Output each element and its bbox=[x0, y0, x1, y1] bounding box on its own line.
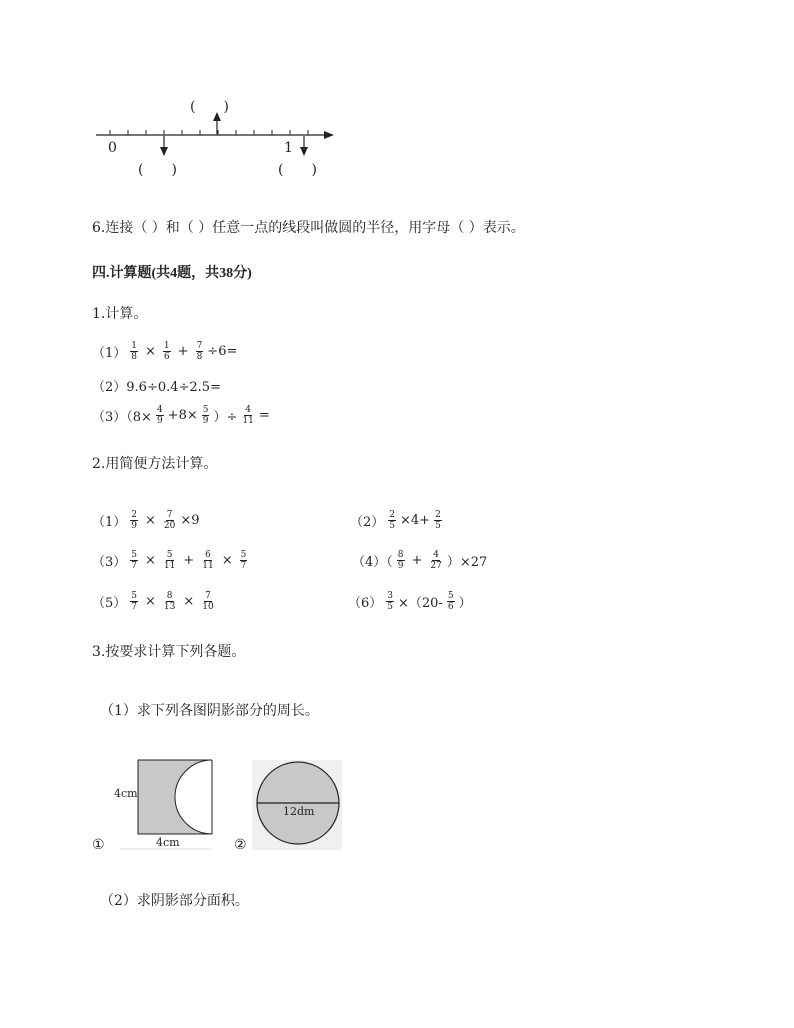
fraction: $\frac{8}{13}$ bbox=[163, 591, 176, 612]
p1-item3-prefix: （3）（8× bbox=[92, 410, 152, 425]
part3-title: 3.按要求计算下列各题。 bbox=[92, 644, 246, 660]
part3-sub2: （2）求阴影部分面积。 bbox=[100, 893, 249, 909]
blank-bottom-left: ( ) bbox=[138, 162, 177, 178]
p1-item3 bbox=[92, 405, 270, 426]
section-title: 四.计算题(共4题，共38分) bbox=[92, 266, 252, 281]
fraction: $\frac{8}{9}$ bbox=[397, 550, 404, 571]
p2-item1-prefix: （1） bbox=[92, 515, 127, 530]
p1-item3-close: ）÷ bbox=[213, 410, 238, 425]
fraction: $\frac{5}{11}$ bbox=[163, 550, 176, 571]
fraction: $\frac{1}{8}$ bbox=[131, 341, 138, 362]
p2-item6-mid: ×（20- bbox=[398, 596, 443, 611]
p1-item2 bbox=[92, 376, 221, 395]
fraction: $\frac{7}{20}$ bbox=[163, 510, 176, 531]
p1-item3-tail: = bbox=[258, 408, 270, 423]
figure-2 bbox=[232, 758, 347, 858]
fig1-bottom-label: 4cm bbox=[156, 836, 180, 849]
ticks bbox=[110, 130, 308, 135]
fig2-number: ② bbox=[234, 837, 247, 853]
p2-item6-tail: ） bbox=[458, 596, 472, 611]
p1-item1 bbox=[92, 341, 237, 362]
shaded-region bbox=[138, 760, 212, 834]
operator: × bbox=[221, 553, 233, 568]
fraction: $\frac{5}{6}$ bbox=[447, 591, 454, 612]
operator: × bbox=[145, 344, 156, 359]
operator: × bbox=[145, 553, 156, 568]
p2-item4-tail: ）×27 bbox=[446, 555, 488, 570]
p2-item6 bbox=[348, 591, 472, 612]
question-6: 6.连接（ ）和（ ）任意一点的线段叫做圆的半径，用字母（ ）表示。 bbox=[92, 220, 525, 236]
figure-1 bbox=[92, 755, 222, 855]
blank-bottom-right: ( ) bbox=[278, 162, 317, 178]
fraction: $\frac{2}{5}$ bbox=[389, 510, 396, 531]
p2-item3-prefix: （3） bbox=[92, 555, 127, 570]
operator: × bbox=[145, 594, 156, 609]
one-label: 1 bbox=[284, 140, 293, 156]
fraction: $\frac{7}{8}$ bbox=[196, 341, 203, 362]
p2-item6-prefix: （6） bbox=[348, 596, 383, 611]
fraction: $\frac{2}{9}$ bbox=[131, 510, 138, 531]
fraction: $\frac{4}{11}$ bbox=[242, 405, 254, 426]
p1-item2-text: （2）9.6÷0.4÷2.5= bbox=[92, 380, 221, 395]
fig1-number: ① bbox=[92, 837, 105, 853]
blank-top: ( ) bbox=[190, 99, 229, 115]
fraction: $\frac{5}{7}$ bbox=[131, 591, 138, 612]
p1-item3-mid: +8× bbox=[167, 408, 198, 423]
down-arrow-right-head bbox=[300, 147, 308, 156]
fraction: $\frac{7}{10}$ bbox=[202, 591, 214, 612]
fraction: $\frac{4}{27}$ bbox=[430, 550, 442, 571]
part3-sub1: （1）求下列各图阴影部分的周长。 bbox=[100, 703, 319, 719]
fraction: $\frac{1}{6}$ bbox=[163, 341, 170, 362]
operator: × bbox=[145, 513, 156, 528]
part1-title: 1.计算。 bbox=[92, 306, 148, 322]
fraction: $\frac{5}{9}$ bbox=[202, 405, 209, 426]
operator: × bbox=[183, 594, 195, 609]
operator: + bbox=[411, 553, 423, 568]
p2-item5 bbox=[92, 591, 217, 612]
zero-label: 0 bbox=[108, 140, 117, 156]
p2-item2 bbox=[350, 510, 444, 531]
fraction: $\frac{5}{7}$ bbox=[131, 550, 138, 571]
axis-arrow bbox=[324, 131, 334, 139]
number-line-figure bbox=[90, 90, 350, 185]
p1-item1-prefix: （1） bbox=[92, 346, 127, 361]
fig1-side-label: 4cm bbox=[114, 787, 138, 800]
part2-title: 2.用简便方法计算。 bbox=[92, 456, 218, 472]
p2-item1 bbox=[92, 510, 200, 531]
p2-item3 bbox=[92, 550, 249, 571]
fraction: $\frac{2}{5}$ bbox=[435, 510, 441, 531]
fraction: $\frac{4}{9}$ bbox=[156, 405, 163, 426]
p2-item1-tail: ×9 bbox=[180, 513, 200, 528]
p1-item1-tail: ÷6= bbox=[207, 344, 238, 359]
p2-item4-prefix: （4）（ bbox=[352, 555, 393, 570]
p2-item2-prefix: （2） bbox=[350, 515, 385, 530]
p2-item4 bbox=[352, 550, 487, 571]
down-arrow-left-head bbox=[160, 147, 168, 156]
p2-item5-prefix: （5） bbox=[92, 596, 127, 611]
fig2-diameter-label: 12dm bbox=[283, 805, 315, 818]
fraction: $\frac{5}{7}$ bbox=[240, 550, 247, 571]
p2-item2-mid: ×4+ bbox=[400, 513, 431, 528]
fraction: $\frac{3}{5}$ bbox=[387, 591, 394, 612]
fraction: $\frac{6}{11}$ bbox=[202, 550, 214, 571]
operator: + bbox=[183, 553, 195, 568]
operator: + bbox=[177, 344, 189, 359]
